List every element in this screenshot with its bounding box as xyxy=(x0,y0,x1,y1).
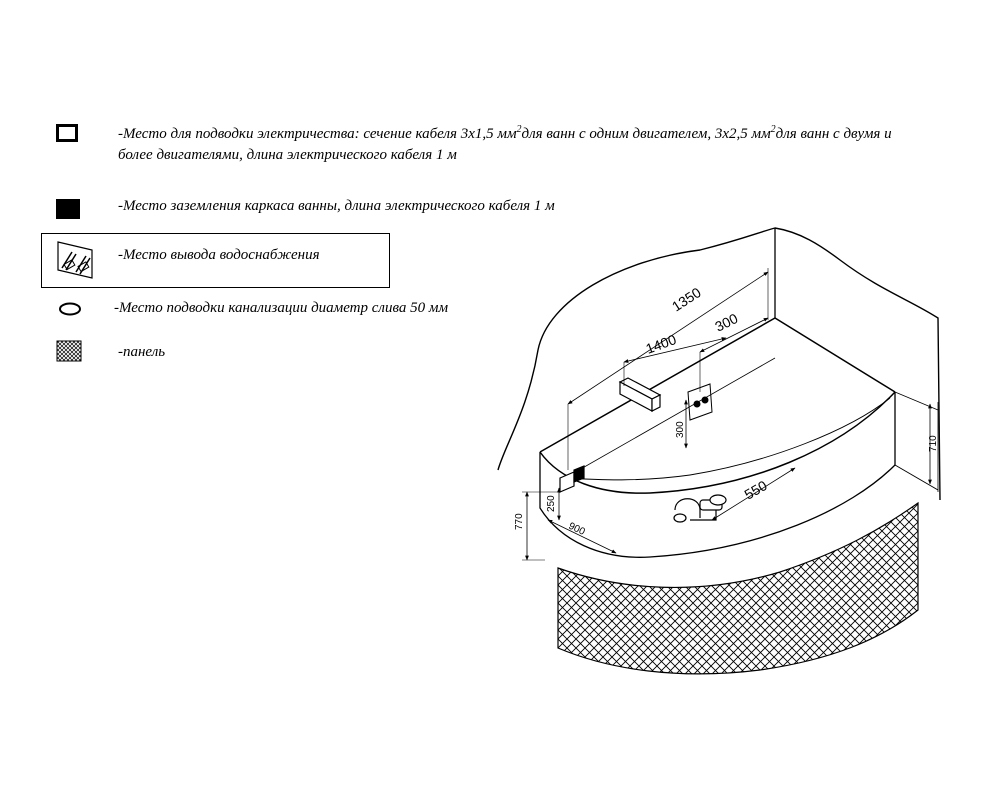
faucet xyxy=(620,378,660,411)
dim-300-top: 300 xyxy=(712,310,741,335)
dim-1400: 1400 xyxy=(643,331,679,357)
drain-siphon xyxy=(674,495,726,522)
dim-1350: 1350 xyxy=(668,284,704,315)
dim-770: 770 xyxy=(514,513,525,530)
dim-900: 900 xyxy=(566,520,587,538)
tub-rim-back xyxy=(540,318,895,452)
room-outline xyxy=(498,228,940,500)
dim-710: 710 xyxy=(928,435,939,452)
dim-250: 250 xyxy=(546,495,557,512)
legend-panel-text: -панель xyxy=(118,344,166,360)
legend-electric-text: -Место для подводки электричества: сечение кабеля 3х1,5 $мм^2для$ ванн с одним двигателем, 3х2,5 $мм^2для$ ванн с двумя и более двигателями, длина электрического кабеля 1 м xyxy=(118,124,892,163)
dim-300-side: 300 xyxy=(675,421,686,438)
tub-rim-front xyxy=(540,392,895,493)
legend-grounding-text: -Место заземления каркаса ванны, длина электрического кабеля 1 м xyxy=(118,198,555,214)
electric-outlet-on-tub xyxy=(560,466,584,492)
dim-550: 550 xyxy=(741,477,770,503)
front-panel xyxy=(558,503,918,674)
legend-water-text: -Место вывода водоснабжения xyxy=(118,247,320,263)
legend-drain-text: -Место подводки канализации диаметр слива 50 мм xyxy=(114,300,449,316)
